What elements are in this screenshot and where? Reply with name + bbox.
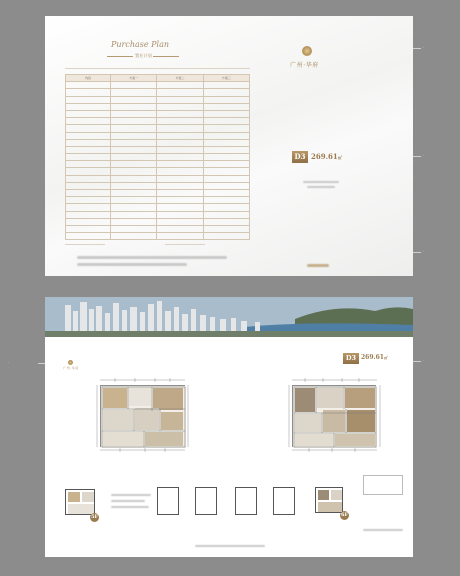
divider xyxy=(107,56,133,57)
table-cell xyxy=(203,132,249,139)
mini-plan-drawing xyxy=(316,488,344,514)
plan-note xyxy=(111,494,151,496)
row-label xyxy=(66,204,111,211)
table-row xyxy=(66,175,250,182)
slogan-text xyxy=(307,186,335,188)
mini-plan-6f xyxy=(315,487,343,513)
brand-logo-icon xyxy=(302,46,312,56)
brand-logo-icon xyxy=(68,360,73,365)
table-cell xyxy=(157,103,203,110)
unit-area xyxy=(311,152,342,161)
divider xyxy=(153,56,179,57)
table-cell xyxy=(111,139,157,146)
table-cell xyxy=(111,197,157,204)
leader-line xyxy=(413,156,421,157)
table-cell xyxy=(157,197,203,204)
table-cell xyxy=(111,154,157,161)
table-cell xyxy=(157,233,203,240)
table-cell xyxy=(203,103,249,110)
column-header: 方案二 xyxy=(157,75,203,82)
annotation-bottom-right: · xyxy=(423,359,425,363)
row-label xyxy=(66,154,111,161)
leader-line xyxy=(38,363,45,364)
table-row xyxy=(66,154,250,161)
floor-badge-6f: 6F xyxy=(340,512,349,518)
table-cell xyxy=(157,89,203,96)
plan-note xyxy=(111,500,145,502)
table-cell xyxy=(203,110,249,117)
unit-area xyxy=(361,354,387,361)
dimension-lines-left xyxy=(95,375,191,455)
table-header-row xyxy=(66,75,250,82)
row-label xyxy=(66,211,111,218)
table-cell xyxy=(157,218,203,225)
table-cell xyxy=(203,89,249,96)
annotation-top-1: · xyxy=(423,46,425,50)
table-cell xyxy=(203,190,249,197)
mini-plan-drawing xyxy=(66,490,96,516)
slogan-text xyxy=(303,181,339,183)
table-row xyxy=(66,139,250,146)
disclaimer-text xyxy=(363,529,403,531)
table-cell xyxy=(111,103,157,110)
brand-name: 广州·华府 xyxy=(290,62,319,69)
mini-plan-outline xyxy=(235,487,257,515)
row-label xyxy=(66,225,111,232)
table-cell xyxy=(157,125,203,132)
row-label xyxy=(66,103,111,110)
table-cell xyxy=(111,204,157,211)
table-row xyxy=(66,168,250,175)
mini-plan-outline xyxy=(195,487,217,515)
table-cell xyxy=(157,118,203,125)
leader-line xyxy=(413,361,421,362)
table-cell xyxy=(203,125,249,132)
table-cell xyxy=(203,182,249,189)
floor-badge-5f: 5F xyxy=(90,514,99,520)
table-cell xyxy=(203,118,249,125)
row-label xyxy=(66,139,111,146)
purchase-table xyxy=(65,74,250,240)
unit-code-badge: D3 xyxy=(343,353,359,364)
table-cell xyxy=(203,233,249,240)
purchase-plan-subtitle: 置业计划 xyxy=(135,53,152,58)
signature-line xyxy=(65,244,105,245)
row-label xyxy=(66,233,111,240)
table-cell xyxy=(157,110,203,117)
table-cell xyxy=(203,161,249,168)
column-header: 内容 xyxy=(66,75,111,82)
area-unit: ㎡ xyxy=(383,356,388,360)
purchase-plan-sheet xyxy=(45,16,413,276)
table-row xyxy=(66,132,250,139)
city-skyline-banner xyxy=(45,297,413,337)
table-cell xyxy=(157,204,203,211)
mini-plan-5f xyxy=(65,489,95,515)
plan-note xyxy=(111,506,149,508)
table-row xyxy=(66,82,250,89)
table-cell xyxy=(203,175,249,182)
table-cell xyxy=(111,233,157,240)
row-label xyxy=(66,89,111,96)
table-cell xyxy=(157,154,203,161)
table-cell xyxy=(111,82,157,89)
table-row xyxy=(66,96,250,103)
row-label xyxy=(66,168,111,175)
table-cell xyxy=(157,175,203,182)
table-cell xyxy=(157,132,203,139)
table-row xyxy=(66,225,250,232)
table-cell xyxy=(157,190,203,197)
table-row xyxy=(66,190,250,197)
row-label xyxy=(66,132,111,139)
table-cell xyxy=(203,82,249,89)
skyline-illustration xyxy=(45,297,413,337)
table-row xyxy=(66,218,250,225)
table-cell xyxy=(111,96,157,103)
mini-plan-outline xyxy=(157,487,179,515)
table-row xyxy=(66,233,250,240)
table-row xyxy=(66,211,250,218)
floor-plan-sheet xyxy=(45,297,413,557)
row-label xyxy=(66,146,111,153)
table-cell xyxy=(157,139,203,146)
row-label xyxy=(66,218,111,225)
table-cell xyxy=(111,161,157,168)
signature-line xyxy=(165,244,205,245)
table-cell xyxy=(111,182,157,189)
row-label xyxy=(66,161,111,168)
table-cell xyxy=(111,168,157,175)
table-row xyxy=(66,125,250,132)
area-unit: ㎡ xyxy=(337,155,342,160)
row-label xyxy=(66,190,111,197)
column-header: 方案三 xyxy=(203,75,249,82)
table-cell xyxy=(203,211,249,218)
dimension-lines-right xyxy=(287,375,383,455)
table-cell xyxy=(203,204,249,211)
table-row xyxy=(66,146,250,153)
table-cell xyxy=(157,211,203,218)
row-label xyxy=(66,125,111,132)
unit-code-badge: D3 xyxy=(292,151,308,163)
table-row xyxy=(66,89,250,96)
table-cell xyxy=(203,168,249,175)
row-label xyxy=(66,82,111,89)
annotation-top-3: · xyxy=(423,250,425,254)
disclaimer-text xyxy=(77,256,227,259)
table-cell xyxy=(157,225,203,232)
table-row xyxy=(66,197,250,204)
area-value: 269.61 xyxy=(311,152,338,161)
table-cell xyxy=(157,82,203,89)
table-cell xyxy=(157,182,203,189)
table-row xyxy=(66,204,250,211)
table-cell xyxy=(157,168,203,175)
customer-info-line xyxy=(65,68,250,69)
leader-line xyxy=(413,252,421,253)
row-label xyxy=(66,182,111,189)
table-cell xyxy=(111,225,157,232)
annotation-bottom-left: · xyxy=(8,361,10,365)
column-header: 方案一 xyxy=(111,75,157,82)
table-cell xyxy=(111,110,157,117)
table-cell xyxy=(203,96,249,103)
footer-logo xyxy=(307,264,329,267)
purchase-plan-title: Purchase Plan xyxy=(111,40,170,49)
row-label xyxy=(66,197,111,204)
table-row xyxy=(66,103,250,110)
table-cell xyxy=(157,161,203,168)
table-cell xyxy=(111,132,157,139)
table-cell xyxy=(111,125,157,132)
table-cell xyxy=(203,139,249,146)
table-cell xyxy=(203,197,249,204)
table-row xyxy=(66,118,250,125)
annotation-top-2: · xyxy=(423,154,425,158)
table-cell xyxy=(111,211,157,218)
mini-plan-outline xyxy=(273,487,295,515)
table-cell xyxy=(111,175,157,182)
table-row xyxy=(66,110,250,117)
row-label xyxy=(66,118,111,125)
row-label xyxy=(66,110,111,117)
table-cell xyxy=(203,218,249,225)
table-cell xyxy=(111,146,157,153)
table-cell xyxy=(111,190,157,197)
row-label xyxy=(66,96,111,103)
table-row xyxy=(66,182,250,189)
table-cell xyxy=(203,146,249,153)
table-cell xyxy=(203,225,249,232)
disclaimer-text xyxy=(77,263,187,266)
site-location-map xyxy=(363,475,403,495)
disclaimer-text xyxy=(195,545,265,547)
table-cell xyxy=(203,154,249,161)
table-cell xyxy=(111,89,157,96)
leader-line xyxy=(413,48,421,49)
table-cell xyxy=(111,118,157,125)
brand-name-small: 广州·华府 xyxy=(63,366,79,370)
table-cell xyxy=(157,146,203,153)
table-row xyxy=(66,161,250,168)
table-cell xyxy=(157,96,203,103)
table-cell xyxy=(111,218,157,225)
row-label xyxy=(66,175,111,182)
area-value: 269.61 xyxy=(361,354,384,361)
